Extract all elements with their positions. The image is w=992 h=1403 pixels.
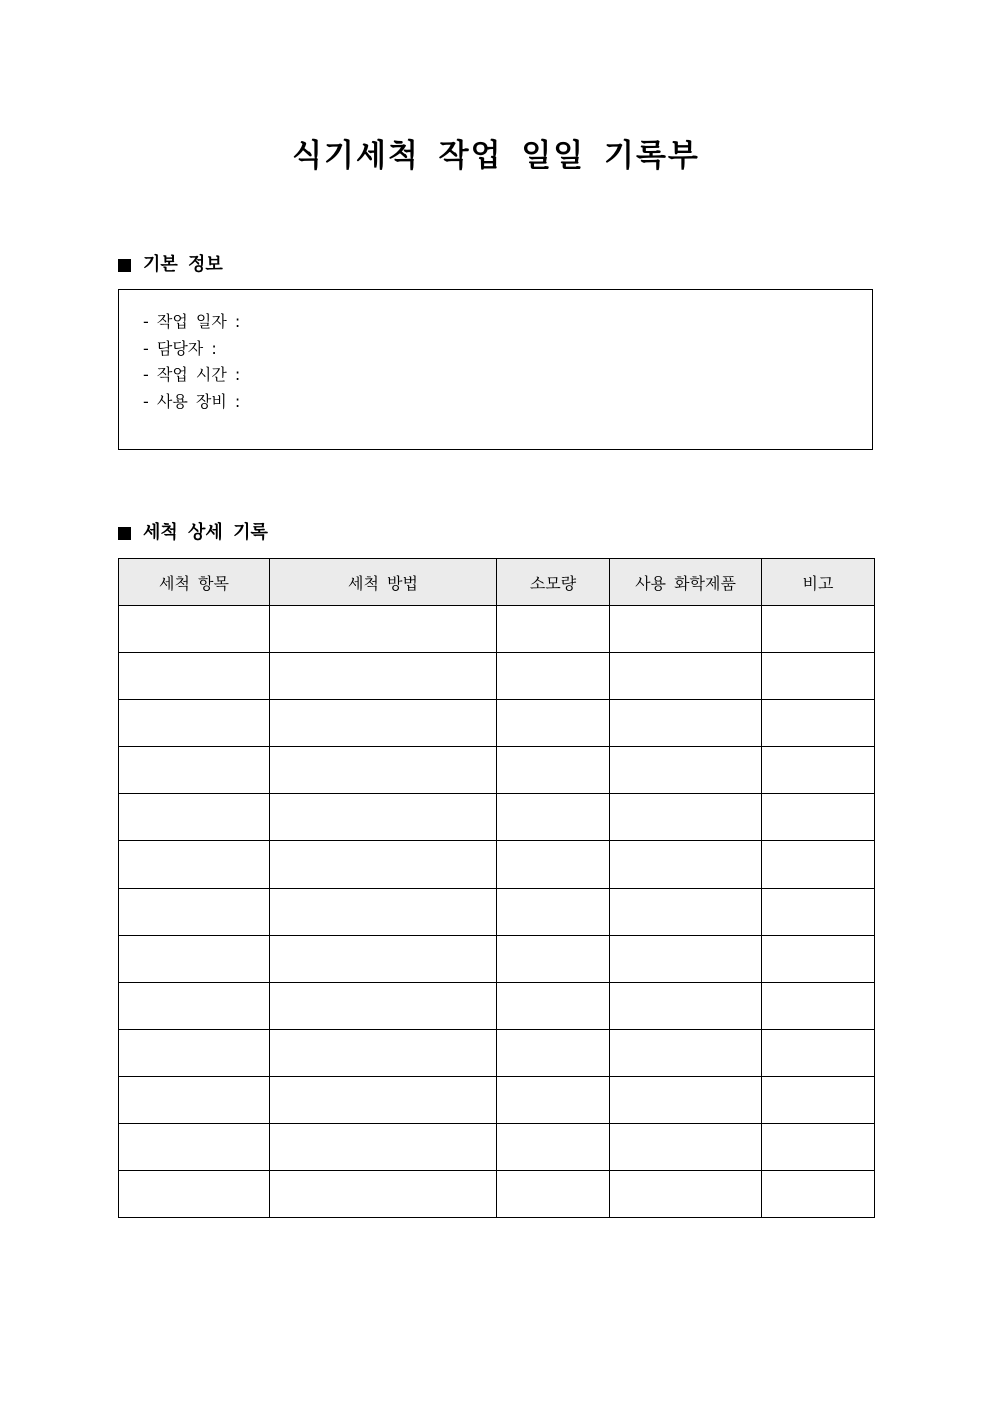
table-row [119, 700, 875, 747]
cell-cleaning-item[interactable] [119, 982, 270, 1029]
table-row [119, 1124, 875, 1171]
cell-consumption[interactable] [497, 606, 610, 653]
cell-cleaning-method[interactable] [270, 1124, 497, 1171]
cell-remarks[interactable] [762, 606, 875, 653]
cell-consumption[interactable] [497, 888, 610, 935]
square-bullet-icon [118, 259, 131, 272]
cell-cleaning-item[interactable] [119, 653, 270, 700]
cell-chemicals-used[interactable] [610, 1029, 762, 1076]
cell-remarks[interactable] [762, 1171, 875, 1218]
cell-chemicals-used[interactable] [610, 935, 762, 982]
cell-remarks[interactable] [762, 982, 875, 1029]
cell-cleaning-method[interactable] [270, 794, 497, 841]
cell-remarks[interactable] [762, 794, 875, 841]
table-row [119, 841, 875, 888]
cell-cleaning-item[interactable] [119, 794, 270, 841]
column-header-cleaning-item: 세척 항목 [119, 559, 270, 606]
cell-cleaning-item[interactable] [119, 935, 270, 982]
table-row [119, 794, 875, 841]
table-header-row [119, 559, 875, 606]
cell-chemicals-used[interactable] [610, 700, 762, 747]
cell-cleaning-method[interactable] [270, 747, 497, 794]
cell-consumption[interactable] [497, 1171, 610, 1218]
field-work-date: - 작업 일자 : [143, 312, 241, 331]
table-body [119, 606, 875, 1218]
cell-cleaning-method[interactable] [270, 841, 497, 888]
cell-cleaning-method[interactable] [270, 935, 497, 982]
table-row [119, 653, 875, 700]
cell-cleaning-item[interactable] [119, 700, 270, 747]
cell-remarks[interactable] [762, 653, 875, 700]
cell-consumption[interactable] [497, 1124, 610, 1171]
section-heading-basic-info [118, 253, 223, 277]
cell-cleaning-item[interactable] [119, 1076, 270, 1123]
cell-chemicals-used[interactable] [610, 982, 762, 1029]
field-work-time: - 작업 시간 : [143, 365, 241, 384]
column-header-remarks: 비고 [762, 559, 875, 606]
table-row [119, 888, 875, 935]
cell-remarks[interactable] [762, 700, 875, 747]
cell-cleaning-method[interactable] [270, 1171, 497, 1218]
cell-cleaning-item[interactable] [119, 747, 270, 794]
cell-chemicals-used[interactable] [610, 747, 762, 794]
basic-info-list [119, 290, 872, 415]
cell-consumption[interactable] [497, 653, 610, 700]
cell-cleaning-item[interactable] [119, 888, 270, 935]
cell-cleaning-item[interactable] [119, 1029, 270, 1076]
column-header-cleaning-method: 세척 방법 [270, 559, 497, 606]
cell-chemicals-used[interactable] [610, 794, 762, 841]
table-row [119, 1076, 875, 1123]
cell-cleaning-method[interactable] [270, 700, 497, 747]
cell-cleaning-method[interactable] [270, 606, 497, 653]
section-heading-detail-records [118, 521, 268, 545]
cell-remarks[interactable] [762, 841, 875, 888]
cell-consumption[interactable] [497, 841, 610, 888]
cell-consumption[interactable] [497, 700, 610, 747]
cell-chemicals-used[interactable] [610, 1124, 762, 1171]
cell-cleaning-method[interactable] [270, 888, 497, 935]
basic-info-box [118, 289, 873, 450]
page-title: 식기세척 작업 일일 기록부 [292, 138, 700, 174]
cell-consumption[interactable] [497, 935, 610, 982]
cell-cleaning-item[interactable] [119, 1171, 270, 1218]
cell-chemicals-used[interactable] [610, 1171, 762, 1218]
cell-chemicals-used[interactable] [610, 841, 762, 888]
column-header-consumption: 소모량 [497, 559, 610, 606]
cell-chemicals-used[interactable] [610, 1076, 762, 1123]
cell-remarks[interactable] [762, 1029, 875, 1076]
cell-remarks[interactable] [762, 935, 875, 982]
cell-chemicals-used[interactable] [610, 653, 762, 700]
field-person-in-charge: - 담당자 : [143, 338, 217, 358]
cell-cleaning-method[interactable] [270, 1076, 497, 1123]
section-heading-label: 기본 정보 [143, 254, 223, 275]
cell-consumption[interactable] [497, 982, 610, 1029]
cell-remarks[interactable] [762, 888, 875, 935]
cell-chemicals-used[interactable] [610, 888, 762, 935]
cell-cleaning-item[interactable] [119, 841, 270, 888]
cell-cleaning-method[interactable] [270, 982, 497, 1029]
section-heading-label: 세척 상세 기록 [143, 522, 268, 543]
table-row [119, 606, 875, 653]
cell-consumption[interactable] [497, 794, 610, 841]
square-bullet-icon [118, 527, 131, 540]
cell-consumption[interactable] [497, 1029, 610, 1076]
cell-cleaning-method[interactable] [270, 1029, 497, 1076]
cell-cleaning-item[interactable] [119, 606, 270, 653]
cell-cleaning-method[interactable] [270, 653, 497, 700]
cell-cleaning-item[interactable] [119, 1124, 270, 1171]
table-row [119, 747, 875, 794]
cell-consumption[interactable] [497, 1076, 610, 1123]
cell-remarks[interactable] [762, 1076, 875, 1123]
field-equipment-used: - 사용 장비 : [143, 391, 241, 411]
table-row [119, 935, 875, 982]
detail-record-table [118, 558, 875, 1218]
cell-chemicals-used[interactable] [610, 606, 762, 653]
table-row [119, 1029, 875, 1076]
cell-consumption[interactable] [497, 747, 610, 794]
table-row [119, 1171, 875, 1218]
cell-remarks[interactable] [762, 747, 875, 794]
cell-remarks[interactable] [762, 1124, 875, 1171]
table-row [119, 982, 875, 1029]
column-header-chemicals-used: 사용 화학제품 [610, 559, 762, 606]
